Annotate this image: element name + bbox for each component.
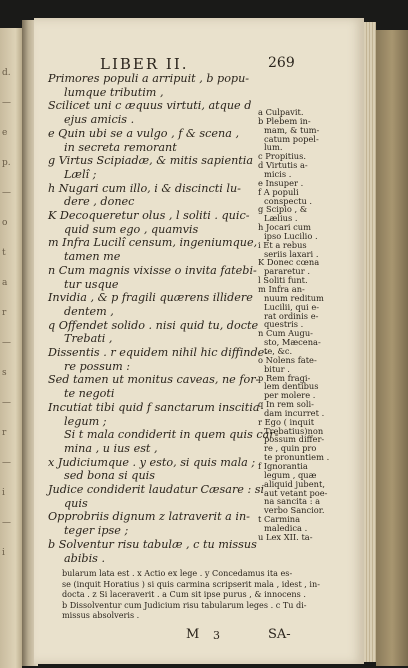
verse-line: teger ipse ;	[64, 524, 129, 538]
verse-line: n Cum magnis vixisse o invita fatebi-	[48, 263, 257, 277]
facing-page-fragment: —	[2, 518, 11, 528]
facing-page-fragment: e	[2, 128, 8, 138]
verse-line: m Infra Lucilî censum, ingeniumque,	[48, 236, 258, 250]
verse-line: Scilicet uni c æquus virtuti, atque d	[48, 99, 252, 113]
running-head: LIBER II.	[100, 55, 189, 73]
note-line: dam incurret .	[264, 407, 325, 418]
verse-line: b Solventur risu tabulæ , c tu missus	[48, 537, 257, 551]
verse-line: Dissentis . r equidem nihil hic diffinde-	[48, 346, 269, 359]
verse-line: Lælî ;	[64, 167, 97, 181]
note-line: lem dentibus	[264, 381, 319, 392]
facing-page-fragment: p.	[2, 158, 11, 168]
verse-line: Opprobriis dignum z latraverit a in-	[48, 510, 250, 524]
note-line: o Nolens fate-	[258, 354, 317, 365]
facing-page-fragment: d.	[2, 68, 11, 78]
signature-mark: M	[186, 627, 200, 642]
footnote-line: se (inquit Horatius ) si quis carmina scripserit mala , idest , in-	[62, 578, 320, 589]
note-line: conspectu .	[264, 195, 313, 206]
verse-line: Sed tamen ut monitus caveas, ne for-	[48, 373, 260, 387]
verse-line: Incutiat tibi quid f sanctarum inscitia	[48, 400, 260, 414]
footnote-line: missus absolveris .	[62, 610, 140, 620]
note-line: g Scipio , &	[258, 204, 308, 215]
verse-line: Si t mala condiderit in quem quis car-	[64, 428, 279, 442]
footnote-line: b Dissolventur cum Judicium risu tabularum leges . c Tu di-	[62, 599, 307, 610]
note-line: aut vetant poe-	[264, 487, 328, 498]
note-line: i Et a rebus	[258, 239, 307, 250]
book-cover	[376, 30, 408, 666]
catchword: SA-	[268, 627, 291, 642]
facing-page-fragment: r	[2, 428, 7, 438]
verse-line: Invidia , & p fragili quærens illidere	[48, 291, 253, 305]
verse-line: Trebati ,	[64, 332, 113, 346]
note-line: Lælius .	[264, 213, 298, 224]
note-line: f Ignorantia	[258, 461, 308, 471]
facing-page-fragment: —	[2, 398, 11, 408]
facing-page-fragment: a	[2, 278, 8, 288]
note-line: p Rem fragi-	[258, 372, 311, 383]
note-line: verbo Sancior.	[264, 505, 325, 516]
note-line: per molere .	[264, 390, 316, 401]
note-line: te pronuntiem .	[264, 452, 330, 463]
note-line: a Culpavit.	[258, 107, 304, 117]
note-line: rat ordinis e-	[264, 310, 319, 321]
note-line: ipso Lucilio .	[264, 230, 318, 241]
note-line: maledica .	[264, 522, 308, 533]
note-line: r Ego ( inquit	[258, 416, 315, 427]
note-line: nuum reditum	[264, 292, 324, 303]
verse-line: q Offendet solido . nisi quid tu, docte	[48, 318, 259, 332]
note-line: aliquid jubent,	[264, 478, 325, 489]
note-line: K Donec cœna	[258, 257, 320, 268]
note-line: seriis laxari .	[264, 248, 319, 259]
verse-line: Primores populi a arripuit , b popu-	[48, 72, 250, 85]
note-line: te, &c.	[264, 345, 293, 356]
facing-page-fragment: —	[2, 338, 11, 348]
verse-line: dentem ,	[64, 304, 114, 318]
footnote-line: docta . z Si laceraverit . a Cum sit ipse purus , & innocens .	[62, 589, 306, 599]
facing-page-fragment: i	[2, 548, 5, 558]
verse-line: tamen me	[64, 250, 121, 264]
note-line: d Virtutis a-	[258, 160, 308, 171]
page-number: 269	[268, 55, 295, 71]
facing-page-fragment: —	[2, 188, 11, 198]
note-line: Trebatius)non	[264, 425, 324, 436]
verse-line: g Virtus Scipiadæ, & mitis sapientia	[48, 154, 254, 168]
verse-line: tur usque	[64, 277, 119, 291]
verse-line: e Quin ubi se a vulgo , f & scena ,	[48, 126, 240, 140]
note-line: pararetur .	[264, 266, 310, 277]
verse-line: x Judiciumque . y esto, si quis mala ;	[48, 455, 256, 469]
verse-line: lumque tributim ,	[64, 85, 164, 99]
note-line: e Insuper .	[258, 177, 304, 188]
note-line: Lucilii, qui e-	[264, 301, 320, 312]
verse-line: h Nugari cum illo, i & discincti lu-	[48, 181, 241, 195]
facing-page-fragment: t	[2, 248, 6, 258]
verse-line: ejus amicis .	[64, 113, 135, 127]
facing-page-fragment: r	[2, 308, 7, 318]
verse-line: re possum :	[64, 359, 131, 373]
note-line: legum , quæ	[264, 469, 317, 480]
verse-line: legum ;	[64, 414, 107, 428]
note-line: mam, & tum-	[264, 124, 320, 135]
note-line: possum differ-	[264, 434, 325, 445]
note-line: m Infra an-	[258, 284, 305, 294]
note-line: f A populi	[258, 186, 299, 197]
facing-page-edge	[0, 28, 22, 668]
verse-line: sed bona si quis	[64, 469, 155, 483]
note-line: sto, Mæcena-	[264, 337, 321, 348]
verse-line: quid sum ego , quamvis	[64, 222, 199, 236]
verse-line: abibis .	[64, 551, 106, 565]
note-line: re , quin pro	[264, 443, 317, 454]
note-line: l Soliti funt.	[258, 275, 308, 286]
note-line: lum.	[264, 142, 283, 153]
facing-page-fragment: s	[2, 368, 7, 378]
verse-line: quis	[64, 496, 88, 510]
facing-page-fragment: i	[2, 488, 5, 498]
note-line: t Carmina	[258, 514, 301, 525]
signature-number: 3	[213, 629, 220, 642]
verse-line: dere , donec	[64, 195, 135, 209]
note-line: c Propitius.	[258, 151, 307, 162]
note-line: na sancita : a	[264, 496, 321, 507]
verse-line: in secreta remorant	[64, 140, 177, 154]
note-line: micis .	[264, 168, 292, 179]
note-line: h Jocari cum	[258, 222, 312, 233]
verse-line: K Decoqueretur olus , l soliti . quic-	[48, 209, 250, 222]
facing-page-fragment: —	[2, 458, 11, 468]
note-line: b Plebem in-	[258, 115, 311, 126]
verse-line: Judice condiderit laudatur Cæsare : si	[48, 483, 265, 496]
note-line: questris .	[264, 319, 304, 330]
note-line: bitur .	[264, 363, 290, 374]
note-line: u Lex XII. ta-	[258, 531, 313, 542]
note-line: n Cum Augu-	[258, 328, 313, 339]
footnote-line: bularum lata est . x Actio ex lege . y Concedamus ita es-	[62, 568, 293, 578]
verse-line: te negoti	[64, 387, 115, 401]
page-edges	[364, 22, 376, 662]
note-line: q In rem soli-	[258, 399, 314, 410]
facing-page-fragment: o	[2, 218, 8, 228]
note-line: catum popel-	[264, 133, 319, 144]
facing-page-fragment: —	[2, 98, 11, 108]
verse-line: mina , u ius est ,	[64, 441, 158, 455]
